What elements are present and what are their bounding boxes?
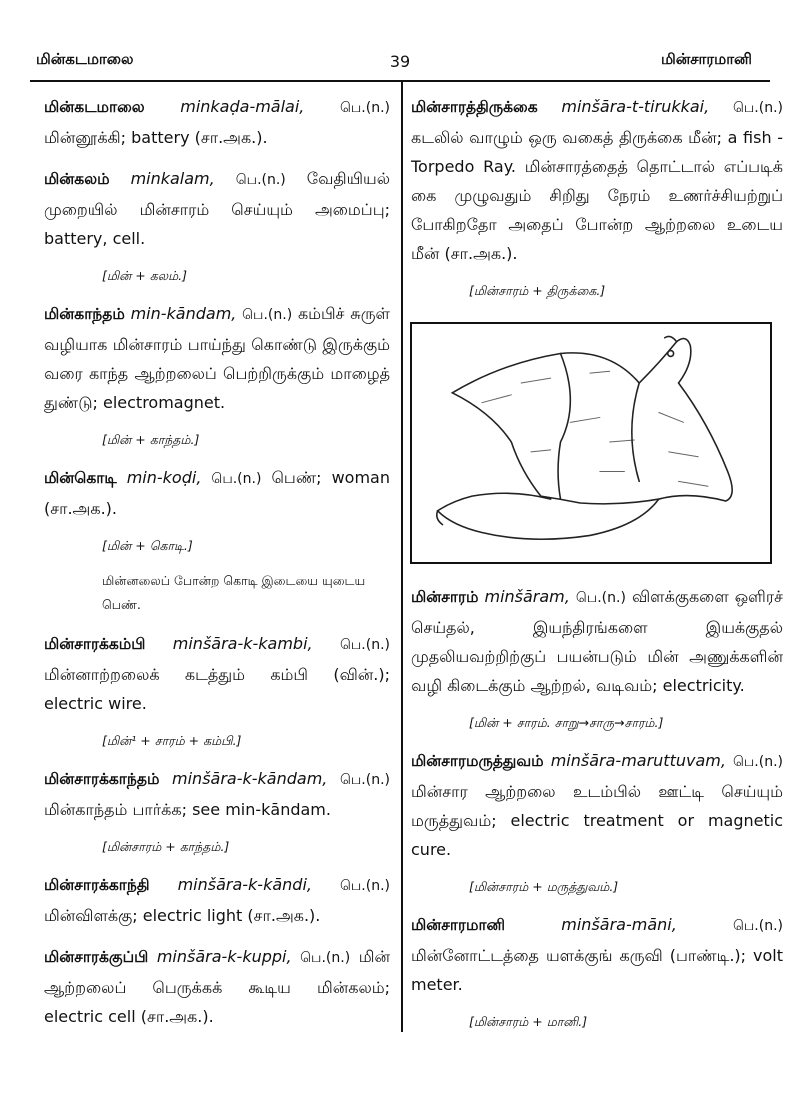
part-of-speech: பெ.(n.) (575, 590, 626, 606)
definition: மின் ஆற்றலைப் பெருக்கக் கூடிய மின்கலம்; electric cell (சா.அக.). (44, 947, 390, 1026)
headword: மின்சாரக்காந்தம் (44, 770, 160, 788)
transliteration: minkaḍa-mālai, (180, 97, 305, 116)
transliteration: minšāra-k-kāndam, (172, 769, 328, 788)
definition: மின்னூக்கி; battery (சா.அக.). (44, 128, 268, 147)
right-column (411, 92, 783, 1045)
definition: கம்பிச் சுருள் வழியாக மின்சாரம் பாய்ந்து கொண்டு இருக்கும் வரை காந்த ஆற்றலைப் பெற்றிருக்கும் மாழைத் துண்டு; electromagnet. (44, 304, 390, 412)
definition: மின்னோட்டத்தை யளக்குங் கருவி (பாண்டி.); volt meter. (411, 946, 783, 994)
headword: மின்கலம் (44, 170, 110, 188)
usage-note: மின்னலைப் போன்ற கொடி இடையை யுடைய பெண். (102, 573, 366, 612)
transliteration: minkalam, (130, 169, 215, 188)
headword: மின்சாரத்திருக்கை (411, 98, 538, 116)
part-of-speech: பெ.(n.) (339, 637, 390, 653)
dictionary-entry (44, 629, 390, 718)
dictionary-entry (44, 463, 390, 523)
dictionary-entry (44, 942, 390, 1031)
transliteration: minšāra-māni, (561, 915, 677, 934)
part-of-speech: பெ.(n.) (339, 100, 390, 116)
page-number: 39 (389, 52, 411, 71)
transliteration: minšāram, (484, 587, 570, 606)
headword: மின்சாரமானி (411, 916, 506, 934)
part-of-speech: பெ.(n.) (339, 878, 390, 894)
part-of-speech: பெ.(n.) (300, 950, 351, 966)
part-of-speech: பெ.(n.) (732, 918, 783, 934)
part-of-speech: பெ.(n.) (211, 471, 262, 487)
headword: மின்சாரம் (411, 588, 479, 606)
transliteration: minšāra-k-kāndi, (177, 875, 312, 894)
definition: மின்சார ஆற்றலை உடம்பில் ஊட்டி செய்யும் மருத்துவம்; electric treatment or magnetic cure. (411, 782, 783, 859)
headword: மின்கடமாலை (44, 98, 145, 116)
headword: மின்கொடி (44, 469, 117, 487)
etymology: [மின் + கலம்.] (102, 268, 188, 283)
part-of-speech: பெ.(n.) (339, 772, 390, 788)
definition: கடலில் வாழும் ஒரு வகைத் திருக்கை மீன்; a fish - Torpedo Ray. மின்சாரத்தைத் தொட்டால் எப்படிக் கை முழுவதும் சிறிது நேரம் உணர்ச்சியற்றுப் போகிறதோ அதைப் போன்ற ஆற்றலை உடைய மீன் (சா.அக.). (411, 128, 783, 263)
dictionary-entry (44, 299, 390, 417)
etymology: [மின் + சாரம். சாறு→சாரு→சாரம்.] (469, 715, 664, 730)
transliteration: minšāra-maruttuvam, (550, 751, 726, 770)
etymology: [மின்சாரம் + மருத்துவம்.] (469, 879, 619, 894)
transliteration: min-kāndam, (130, 304, 237, 323)
dictionary-entry (411, 92, 783, 268)
part-of-speech: பெ.(n.) (732, 100, 783, 116)
headword: மின்சாரமருத்துவம் (411, 752, 544, 770)
transliteration: min-koḍi, (126, 468, 202, 487)
left-column (44, 92, 390, 1043)
dictionary-entry (411, 582, 783, 700)
headword: மின்சாரக்கம்பி (44, 635, 146, 653)
dictionary-entry (411, 746, 783, 864)
transliteration: minšāra-k-kambi, (172, 634, 313, 653)
part-of-speech: பெ.(n.) (732, 754, 783, 770)
running-head-left: மின்கடமாலை (36, 50, 134, 68)
headword: மின்சாரக்காந்தி (44, 876, 150, 894)
transliteration: minšāra-t-tirukkai, (561, 97, 710, 116)
dictionary-entry (44, 164, 390, 253)
definition: வேதியியல் முறையில் மின்சாரம் செய்யும் அமைப்பு; battery, cell. (44, 169, 390, 248)
etymology: [மின்சாரம் + திருக்கை.] (469, 283, 606, 298)
part-of-speech: பெ.(n.) (242, 307, 293, 323)
dictionary-entry (411, 910, 783, 999)
dictionary-entry (44, 764, 390, 824)
part-of-speech: பெ.(n.) (235, 172, 286, 188)
ray-drawing (412, 324, 770, 562)
dictionary-entry (44, 92, 390, 152)
definition: மின்னாற்றலைக் கடத்தும் கம்பி (வின்.); electric wire. (44, 665, 390, 713)
definition: மின்காந்தம் பார்க்க; see min-kāndam. (44, 800, 331, 819)
torpedo-ray-illustration (410, 322, 772, 564)
headword: மின்காந்தம் (44, 305, 125, 323)
etymology: [மின் + காந்தம்.] (102, 432, 200, 447)
etymology: [மின்சாரம் + காந்தம்.] (102, 839, 230, 854)
etymology: [மின் + கொடி.] (102, 538, 193, 553)
etymology: [மின்¹ + சாரம் + கம்பி.] (102, 733, 242, 748)
dictionary-entry (44, 870, 390, 930)
transliteration: minšāra-k-kuppi, (156, 947, 292, 966)
column-divider (401, 82, 403, 1032)
header-rule (30, 80, 770, 82)
etymology: [மின்சாரம் + மானி.] (469, 1014, 588, 1029)
headword: மின்சாரக்குப்பி (44, 948, 149, 966)
definition: மின்விளக்கு; electric light (சா.அக.). (44, 906, 321, 925)
definition: விளக்குகளை ஒளிரச் செய்தல், இயந்திரங்களை இயக்குதல் முதலியவற்றிற்குப் பயன்படும் மின் அணுக்களின் வழி கிடைக்கும் ஆற்றல், வடிவம்; electricity. (411, 587, 783, 695)
right-column-top (411, 92, 783, 302)
right-column-bottom (411, 582, 783, 1033)
definition: பெண்; woman (சா.அக.). (44, 468, 390, 518)
running-head-right: மின்சாரமானி (660, 50, 752, 68)
